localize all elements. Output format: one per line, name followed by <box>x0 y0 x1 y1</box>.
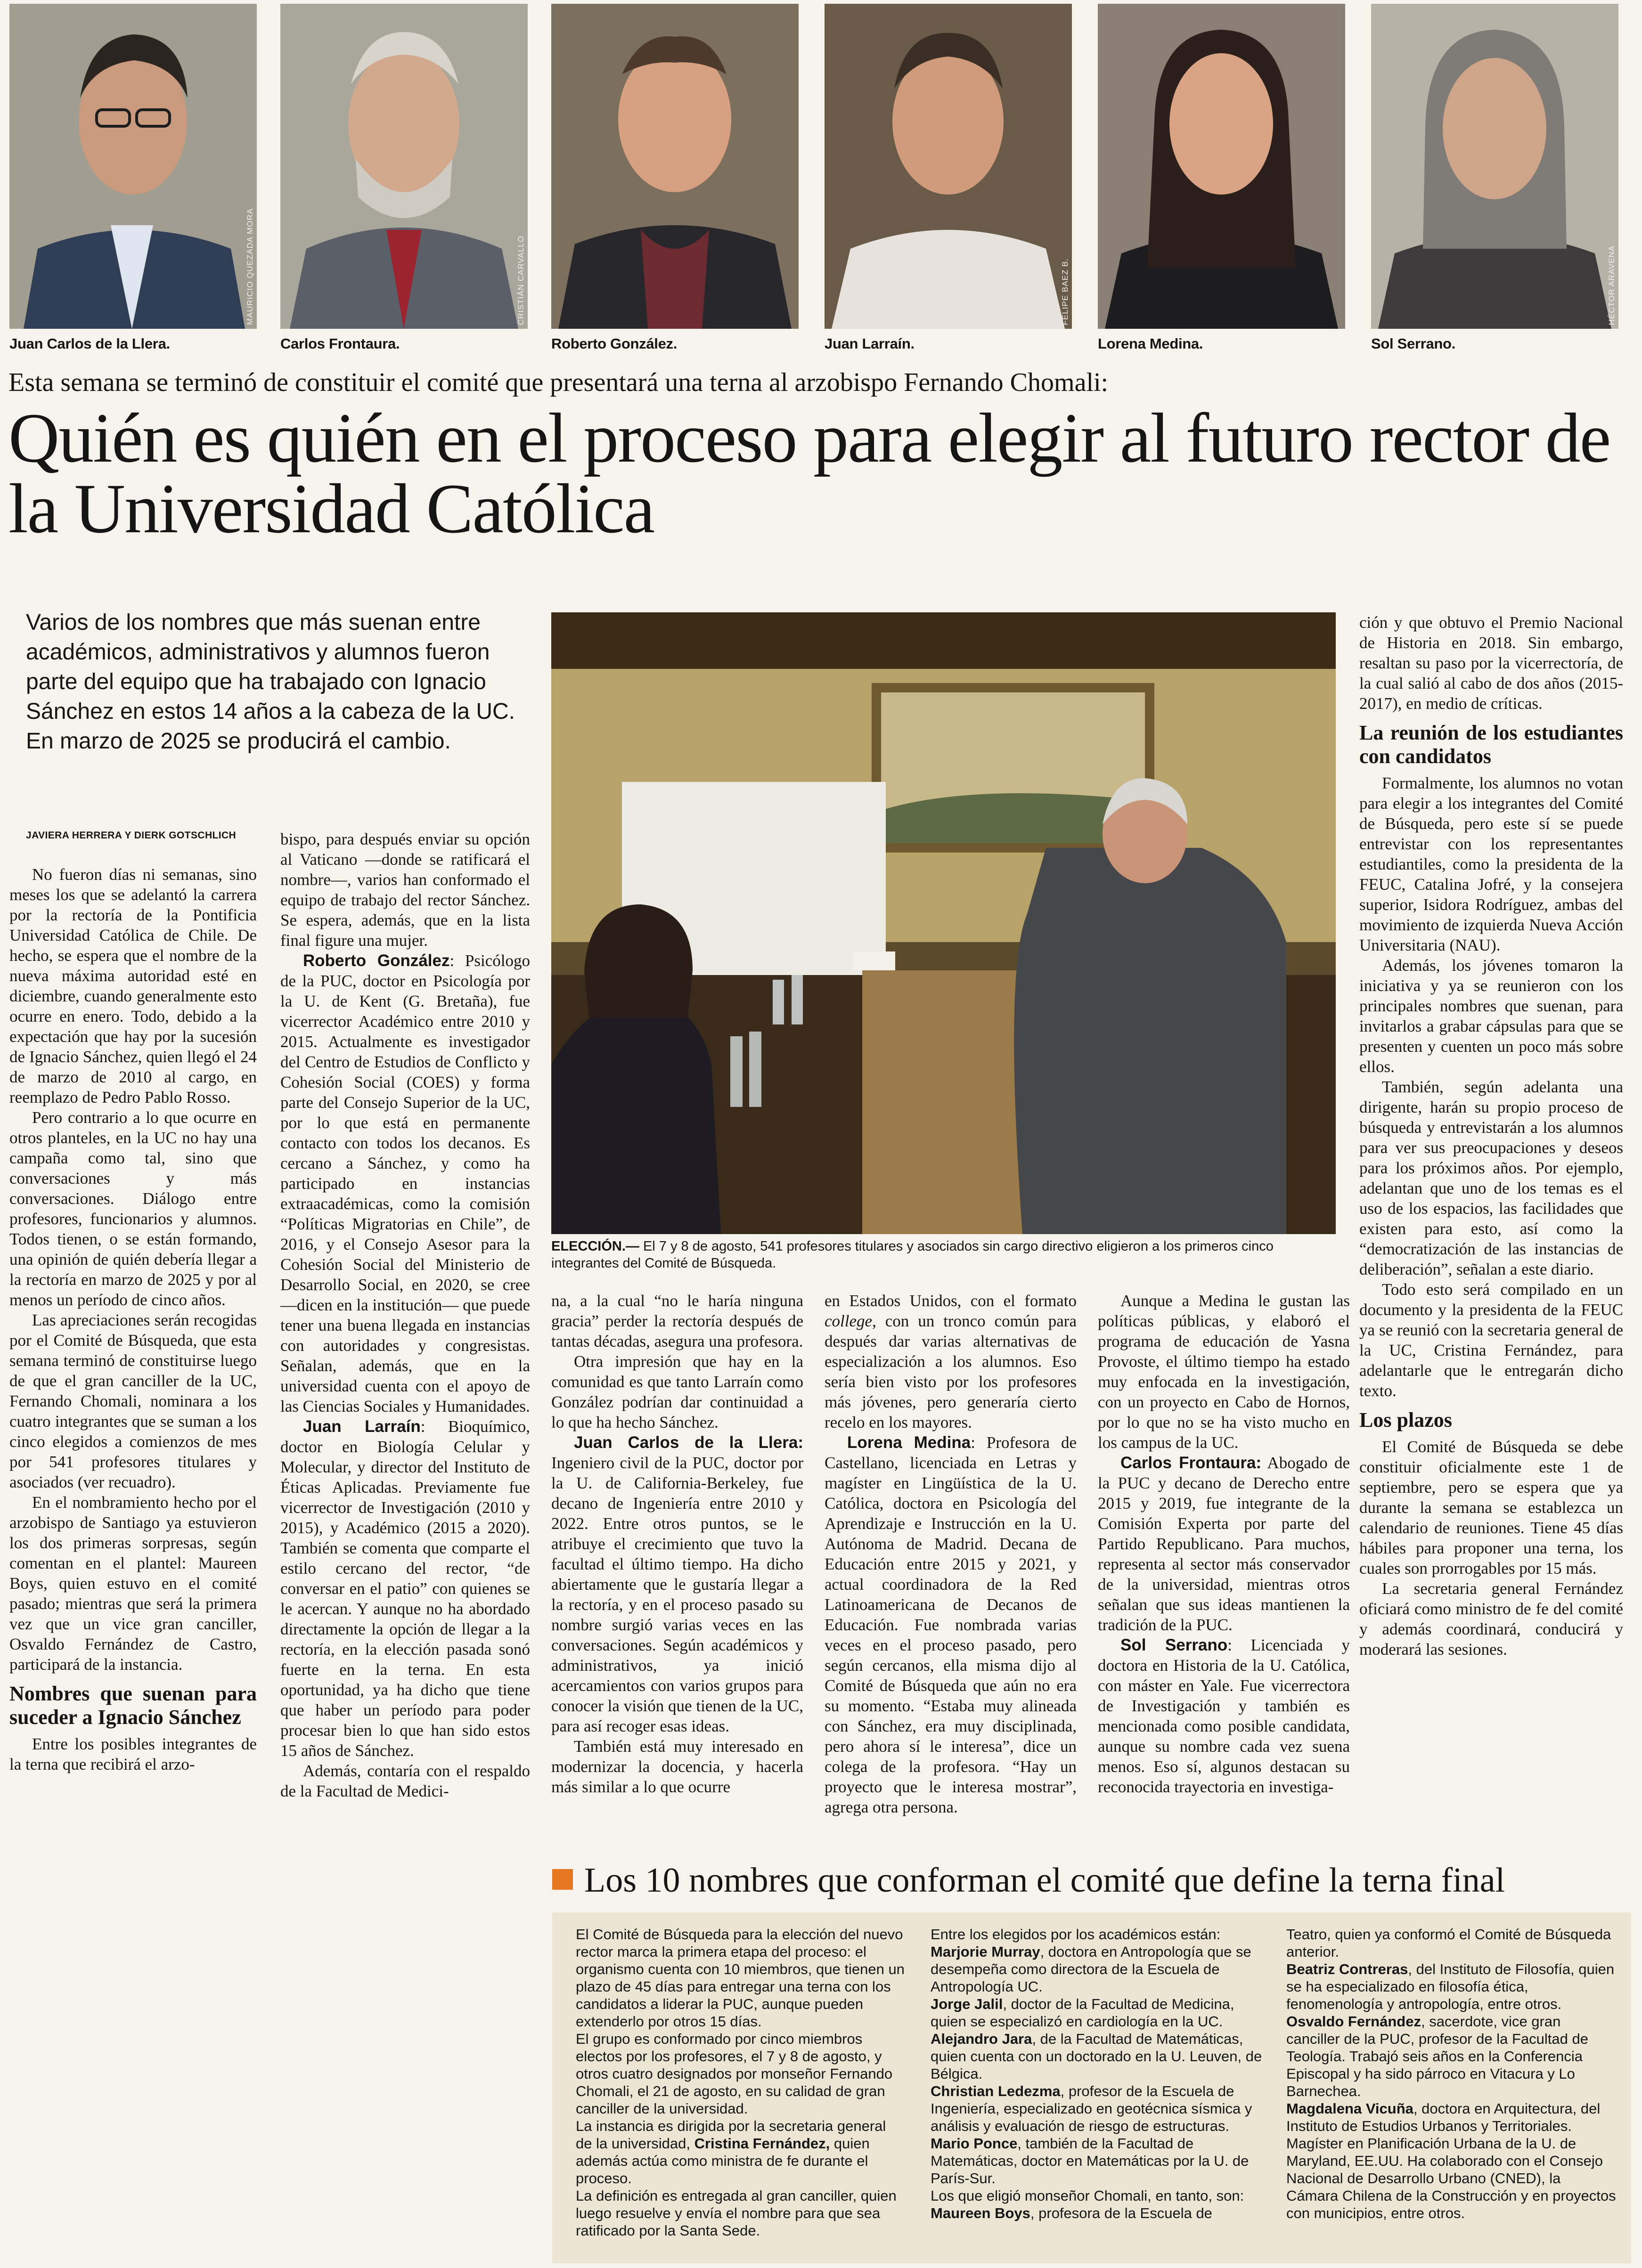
member-bio: , del Instituto de Filosofía, quien se ha especializado en filosofía ética, fenomenología y antropología, entre otros. <box>1286 1961 1615 2012</box>
paragraph: Además, los jóvenes tomaron la iniciativa y ya se reunieron con los principales nombres que suenan, para invitarlos a grabar cápsulas para que se presenten y cuenten un poco más sobre ellos. <box>1359 956 1623 1076</box>
paragraph: La definición es entregada al gran canciller, quien luego resuelve y envía el nombre para que sea ratificado por la Santa Sede. <box>576 2187 897 2239</box>
paragraph: Además, contaría con el respaldo de la Facultad de Medici- <box>280 1762 530 1800</box>
text-run: quien además actúa como ministra de fe durante el proceso. <box>576 2135 870 2187</box>
photo-caption <box>551 1238 1336 1272</box>
member-bio: , también de la Facultad de Matemáticas, doctor en Matemáticas por la U. de París-Sur. <box>931 2135 1249 2187</box>
article-column-4 <box>825 1291 1077 1817</box>
paragraph <box>931 2204 1265 2222</box>
portrait-caption: Juan Larraín. <box>825 335 915 352</box>
paragraph: También, según adelanta una dirigente, harán su propio proceso de búsqueda y entrevistarán a los alumnos para ver sus preocupaciones y deseos para los próximos años. Por ejemplo, adelantan que uno de los temas es el uso de los espacios, las facilidades que existen para esto, así como la “democratización de las instancias de deliberación”, señalan a este diario. <box>1359 1078 1623 1278</box>
article-column-3 <box>551 1291 803 1797</box>
paragraph <box>931 1995 1265 2030</box>
paragraph: Todo esto será compilado en un documento y la presidenta de la FEUC ya se reunió con la secretaria general de la UC, Cristina Fernández, para adelantarle que le entregarán dicho texto. <box>1359 1280 1623 1400</box>
paragraph: Formalmente, los alumnos no votan para elegir a los integrantes del Comité de Búsqueda, pero este sí se puede entrevistar con los representantes estudiantiles, como la presidenta de la FEUC, Catalina Jofré, y la consejera superior, Isidora Rodríguez, ambas del movimiento de izquierda Nueva Acción Universitaria (NAU). <box>1359 774 1623 954</box>
member-name: Mario Ponce <box>931 2135 1018 2152</box>
member-name: Beatriz Contreras <box>1286 1961 1408 1977</box>
paragraph <box>931 2030 1265 2082</box>
box-title-text: Los 10 nombres que conforman el comité que define la terna final <box>584 1861 1505 1900</box>
member-bio: , de la Facultad de Matemáticas, quien cuenta con un doctorado en la U. Leuven, de Bélgica. <box>931 2031 1262 2082</box>
paragraph <box>931 2135 1265 2187</box>
paragraph: También está muy interesado en modernizar la docencia, y hacerla más similar a lo que ocurre <box>551 1737 803 1796</box>
paragraph: El Comité de Búsqueda para la elección del nuevo rector marca la primera etapa del proceso: el organismo cuenta con 10 miembros, que tienen un plazo de 45 días para entregar una terna con los candidatos a liderar la PUC, aunque pueden extenderlo por otros 15 días. <box>576 1926 905 2030</box>
box-column-2 <box>931 1926 1265 2222</box>
paragraph: La secretaria general Fernández oficiará como ministro de fe del comité y además coordinará, conducirá y moderará las sesiones. <box>1359 1579 1623 1658</box>
article-column-2 <box>280 829 530 1801</box>
article-column-1 <box>9 864 257 1774</box>
portrait-photo-gonzalez <box>551 4 799 329</box>
paragraph: Entre los posibles integrantes de la terna que recibirá el arzo- <box>9 1735 257 1773</box>
member-name: Maureen Boys <box>931 2205 1030 2221</box>
paragraph: Pero contrario a lo que ocurre en otros planteles, en la UC no hay una campaña como tal, sino que conversaciones y más conversaciones. Diálogo entre profesores, funcionarios y alumnos. Todos tienen, o se están formando, una opinión de quién debería llegar a la rectoría en marzo de 2025 y por al menos un período de cinco años. <box>9 1108 257 1309</box>
member-name: Jorge Jalil <box>931 1996 1003 2012</box>
text-run: La instancia es dirigida por la secretaria general de la universidad, <box>576 2118 886 2152</box>
portrait-caption: Roberto González. <box>551 335 678 352</box>
caption-label: ELECCIÓN.— <box>551 1239 639 1254</box>
text-run: en Estados Unidos, con el formato <box>825 1292 1077 1310</box>
caption-text: El 7 y 8 de agosto, 541 profesores titulares y asociados sin cargo directivo eligieron a los primeros cinco integrantes del Comité de Búsqueda. <box>551 1239 1274 1271</box>
paragraph <box>1286 1960 1616 2013</box>
paragraph <box>1098 1453 1350 1635</box>
orange-square-icon <box>552 1869 573 1890</box>
candidate-bio: : Licenciada y doctora en Historia de la U. Católica, con máster en Yale. Fue vicerrectora de Investigación y también es mencionada como posible candidata, aunque su nombre cada vez suena menos. Eso sí, algunos destacan su reconocida trayectoria en investiga- <box>1098 1636 1350 1796</box>
member-bio: , sacerdote, vice gran canciller de la PUC, profesor de la Facultad de Teología. Trabajó seis años en la Conferencia Episcopal y ha sido párroco en Vitacura y Lo Barnechea. <box>1286 2013 1588 2099</box>
portrait-caption: Lorena Medina. <box>1098 335 1203 352</box>
candidate-bio: : Bioquímico, doctor en Biología Celular y Molecular, y director del Instituto de Éticas Aplicadas. Previamente fue vicerrector de Investigación (2010 y 2015), y Académico (2015 a 2020). También se comenta que comparte el estilo cercano del rector, “de conversar en el patio” con quienes se le acercan. Y aunque no ha abordado directamente la opción de llegar a la rectoría, en la elección pasada sonó fuerte en la terna. En esta oportunidad, ya ha dicho que tiene que haber un período para poder procesar bien lo que han sido estos 15 años de Sánchez. <box>280 1417 530 1760</box>
candidate-name: Carlos Frontaura: <box>1120 1454 1262 1472</box>
text-run: college <box>825 1312 873 1330</box>
paragraph: Los que eligió monseñor Chomali, en tanto, son: <box>931 2187 1244 2204</box>
subhead: Los plazos <box>1359 1408 1452 1431</box>
portrait-caption: Carlos Frontaura. <box>280 335 400 352</box>
member-name: Marjorie Murray <box>931 1943 1040 1960</box>
paragraph <box>1286 2100 1616 2222</box>
paragraph: na, a la cual “no le haría ninguna gracia” perder la rectoría después de tantas décadas, asegura una profesora. <box>551 1292 803 1350</box>
paragraph <box>825 1432 1077 1817</box>
paragraph: Entre los elegidos por los académicos están: <box>931 1926 1221 1943</box>
article-column-6 <box>1359 612 1623 1659</box>
paragraph <box>551 1432 803 1736</box>
paragraph <box>931 2082 1265 2135</box>
photo-credit: FELIPE BAEZ B. <box>1061 258 1070 325</box>
box-title <box>552 1861 1622 1901</box>
photo-credit: MAURICIO QUEZADA MORA <box>245 208 254 325</box>
candidate-name: Roberto González <box>303 951 450 970</box>
paragraph: Otra impresión que hay en la comunidad es que tanto Larraín como González podrían dar continuidad a lo que ha hecho Sánchez. <box>551 1352 803 1431</box>
candidate-name: Lorena Medina <box>847 1433 971 1452</box>
portrait-caption: Sol Serrano. <box>1371 335 1456 352</box>
portrait-caption: Juan Carlos de la Llera. <box>9 335 170 352</box>
election-photo <box>551 612 1336 1234</box>
paragraph: No fueron días ni semanas, sino meses los que se adelantó la carrera por la rectoría de la Pontificia Universidad Católica de Chile. De hecho, se espera que el nombre de la nueva máxima autoridad esté en diciembre, cuando generalmente esto ocurre en enero. Todo, debido a la expectación que hay por la sucesión de Ignacio Sánchez, quien llegó el 24 de marzo de 2010 al cargo, en reemplazo de Pedro Pablo Rosso. <box>9 865 257 1106</box>
subhead: La reunión de los estudiantes con candidatos <box>1359 721 1623 768</box>
member-bio: , profesor de la Escuela de Ingeniería, especializado en geotécnica sísmica y análisis y evaluación de riesgo de estructuras. <box>931 2083 1252 2134</box>
paragraph <box>1286 2013 1616 2100</box>
paragraph <box>931 1943 1265 1995</box>
candidate-name: Juan Larraín <box>303 1417 421 1436</box>
portrait-photo-medina <box>1098 4 1345 329</box>
candidate-bio: : Profesora de Castellano, licenciada en Letras y magíster en Lingüística de la U. Católica, doctora en Psicología del Aprendizaje e Instrucción en la U. Autónoma de Madrid. Decana de Educación entre 2015 y 2021, y actual coordinadora de la Red Latinoamericana de Decanos de Educación. Fue nombrada varias veces en el proceso pasado, pero según cercanos, ella misma dijo al Comité de Búsqueda que aún no era su momento. “Estaba muy alineada con Sánchez, era muy disciplinada, pero ahora sí le interesa”, dice un colega de la profesora. “Hay un proyecto que le interesa mostrar”, agrega otra persona. <box>825 1433 1077 1816</box>
member-bio: , doctora en Antropología que se desempeña como directora de la Escuela de Antropología UC. <box>931 1943 1251 1995</box>
paragraph: El Comité de Búsqueda se debe constituir oficialmente este 1 de septiembre, pero se espera que ya durante la semana se establezca un calendario de reuniones. Tiene 45 días hábiles para proponer una terna, los cuales son prorrogables por 15 más. <box>1359 1438 1623 1577</box>
paragraph: ción y que obtuvo el Premio Nacional de Historia en 2018. Sin embargo, resaltan su paso por la vicerrectoría, de la cual salió al cabo de dos años (2015-2017), en medio de críticas. <box>1359 613 1623 713</box>
candidate-name: Sol Serrano <box>1120 1636 1228 1654</box>
text-run: , con un tronco común para después dar varias alternativas de especialización a los alumnos. Eso sería bien visto por los profesores más jóvenes, pero generaría cierto recelo en los mayores. <box>825 1312 1077 1431</box>
article-column-5 <box>1098 1291 1350 1797</box>
kicker: Esta semana se terminó de constituir el comité que presentará una terna al arzobispo Fernando Chomali: <box>8 368 1109 397</box>
paragraph: El grupo es conformado por cinco miembros electos por los profesores, el 7 y 8 de agosto, y otros cuatro designados por monseñor Fernando Chomali, el 21 de agosto, en su calidad de gran canciller de la universidad. <box>576 2031 893 2117</box>
paragraph <box>576 2117 906 2187</box>
member-name: Alejandro Jara <box>931 2031 1032 2047</box>
candidate-name: Juan Carlos de la Llera: <box>574 1433 803 1452</box>
headline: Quién es quién en el proceso para elegir al futuro rector de la Universidad Católica <box>8 399 1610 548</box>
box-column-1 <box>576 1926 906 2239</box>
paragraph <box>280 951 530 1416</box>
paragraph: Las apreciaciones serán recogidas por el Comité de Búsqueda, que esta semana terminó de constituirse luego de que el gran canciller de la UC, Fernando Chomali, nominara a los cuatro integrantes que se suman a los cinco elegidos a comienzos de mes por 541 profesores titulares y asociados (ver recuadro). <box>9 1311 257 1491</box>
portrait-photo-frontaura <box>280 4 528 329</box>
paragraph <box>1098 1635 1350 1797</box>
paragraph: bispo, para después enviar su opción al Vaticano —donde se ratificará el nombre—, varios han conformado el equipo de trabajo del rector Sánchez. Se espera, además, que en la lista final figure una mujer. <box>280 830 530 950</box>
member-name: Magdalena Vicuña <box>1286 2100 1413 2117</box>
member-bio: , doctor de la Facultad de Medicina, quien se especializó en cardiología en la UC. <box>931 1996 1234 2030</box>
member-bio: , doctora en Arquitectura, del Instituto de Estudios Urbanos y Territoriales. Magíster en Planificación Urbana de la U. de Maryland, EE.UU. Ha colaborado con el Consejo Nacional de Desarrollo Urbano (CNED), la Cámara Chilena de la Construcción y en proyectos con municipios, entre otros. <box>1286 2100 1616 2221</box>
candidate-bio: Ingeniero civil de la PUC, doctor por la U. de California-Berkeley, fue decano de Ingeniería entre 2010 y 2022. Entre otros puntos, se le atribuye el crecimiento que tuvo la facultad el último tiempo. Ha dicho abiertamente que le gustaría llegar a la rectoría, y en el proceso pasado su nombre surgió varias veces en las conversaciones. Según académicos y administrativos, ya inició acercamientos con varios grupos para conocer la visión que tienen de la UC, para así recoger esas ideas. <box>551 1454 803 1735</box>
deck: Varios de los nombres que más suenan entre académicos, administrativos y alumnos fueron parte del equipo que ha trabajado con Ignacio Sánchez en estos 14 años a la cabeza de la UC. En marzo de 2025 se producirá el cambio. <box>26 610 515 754</box>
candidate-bio: Abogado de la PUC y decano de Derecho entre 2015 y 2019, fue integrante de la Comisión Experta por parte del Partido Republicano. Para muchos, representa al sector más conservador de la universidad, mientras otros señalan que sus ideas mantienen la tradición de la PUC. <box>1098 1454 1350 1634</box>
portrait-photo-serrano <box>1371 4 1618 329</box>
photo-credit: CRISTIÁN CARVALLO <box>516 235 525 325</box>
candidate-bio: : Psicólogo de la PUC, doctor en Psicología por la U. de Kent (G. Bretaña), fue vicerrector Académico entre 2010 y 2015. Actualmente es investigador del Centro de Estudios de Conflicto y Cohesión Social (COES) y forma parte del Consejo Superior de la UC, por lo que está en permanente contacto con todos los decanos. Es cercano a Sánchez, y como ha participado en instancias extraacadémicas, como la comisión “Políticas Migratorias en Chile”, de 2016, y el Consejo Asesor para la Cohesión Social del Ministerio de Desarrollo Social, en 2020, se cree —dicen en la institución— que puede tener una buena llegada en instancias con autoridades y congresistas. Señalan, además, que en la universidad cuenta con el apoyo de las Ciencias Sociales y Humanidades. <box>280 951 530 1415</box>
member-name: Cristina Fernández, <box>694 2135 830 2152</box>
subhead: Nombres que suenan para suceder a Ignacio Sánchez <box>9 1682 257 1729</box>
member-bio: , profesora de la Escuela de <box>1030 2205 1212 2221</box>
portrait-photo-larrain <box>825 4 1072 329</box>
paragraph: En el nombramiento hecho por el arzobispo de Santiago ya estuvieron los dos primeras sorpresas, según comentan en el plantel: Maureen Boys, quien estuvo en el comité pasado; mientras que será la primera vez que un vice gran canciller, Osvaldo Fernández de Castro, participará de la instancia. <box>9 1493 257 1674</box>
member-name: Christian Ledezma <box>931 2083 1061 2099</box>
paragraph: Aunque a Medina le gustan las políticas públicas, y elaboró el programa de educación de Yasna Provoste, el último tiempo ha estado muy enfocada en la investigación, con un proyecto en Cabo de Hornos, por lo que no se ha visto mucho en los campus de la UC. <box>1098 1292 1350 1452</box>
photo-credit: HÉCTOR ARAVENA <box>1607 245 1616 325</box>
member-name: Osvaldo Fernández <box>1286 2013 1421 2030</box>
paragraph <box>280 1416 530 1761</box>
portrait-photo-llera <box>9 4 257 329</box>
paragraph <box>825 1291 1077 1432</box>
box-column-3 <box>1286 1926 1616 2222</box>
byline: JAVIERA HERRERA Y DIERK GOTSCHLICH <box>26 830 237 841</box>
paragraph: Teatro, quien ya conformó el Comité de Búsqueda anterior. <box>1286 1926 1611 1960</box>
